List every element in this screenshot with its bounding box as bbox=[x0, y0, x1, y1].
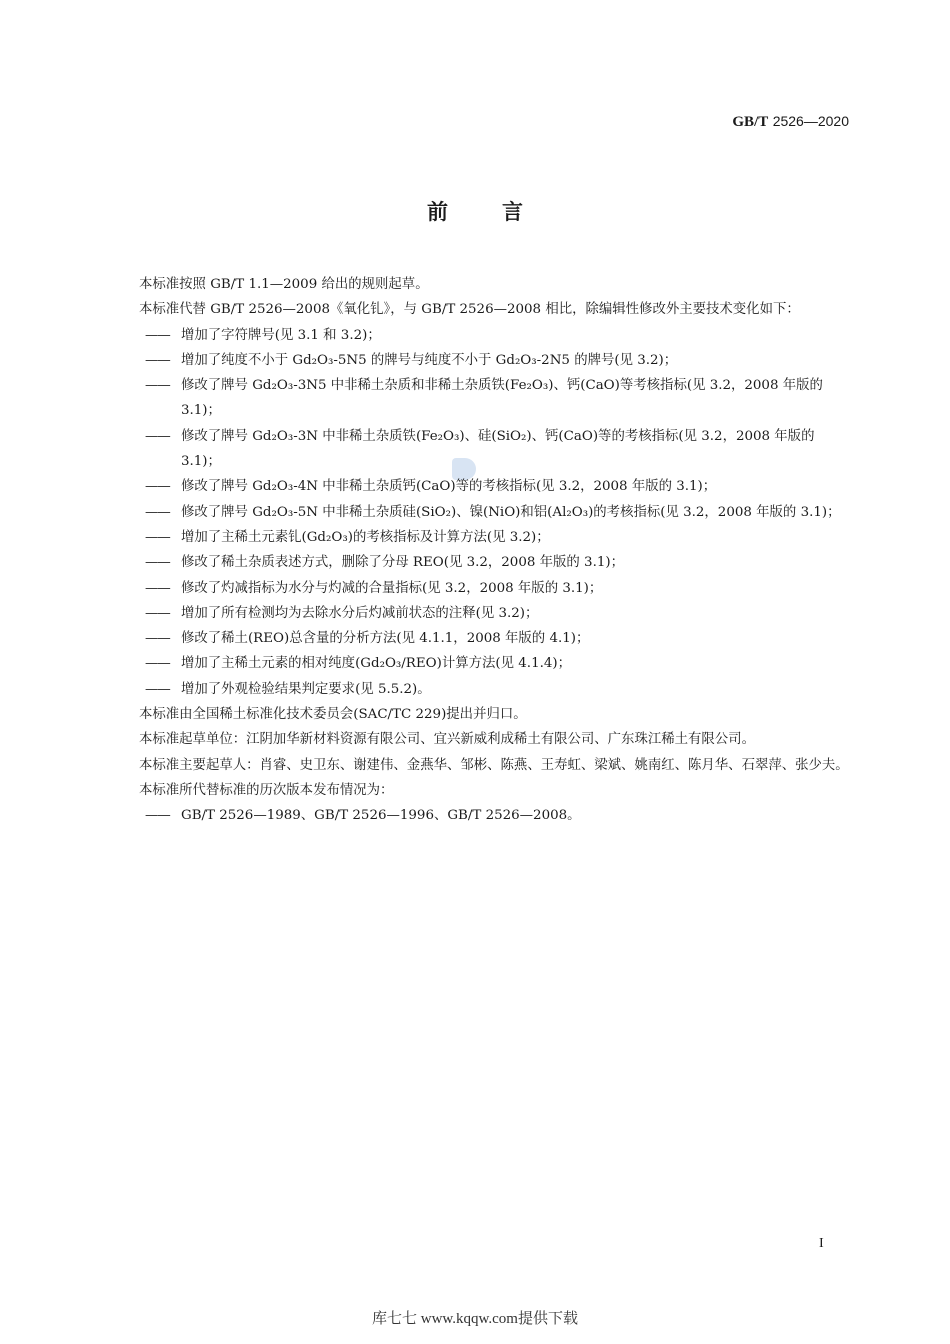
list-item: —— 修改了稀土杂质表述方式，删除了分母 REO(见 3.2，2008 年版的 3.1)； bbox=[145, 555, 624, 571]
standard-code: 2526—2020 bbox=[772, 113, 849, 129]
page-number: I bbox=[819, 1236, 824, 1251]
list-item: —— 增加了纯度不小于 Gd₂O₃-5N5 的牌号与纯度不小于 Gd₂O₃-2N5 的牌号(见 3.2)； bbox=[145, 352, 678, 368]
standard-number-header bbox=[732, 113, 849, 131]
page-title bbox=[0, 196, 950, 226]
paragraph-history-intro: 本标准所代替标准的历次版本发布情况为： bbox=[139, 782, 394, 798]
paragraph-drafting-rule: 本标准按照 GB/T 1.1—2009 给出的规则起草。 bbox=[139, 277, 429, 292]
list-item: —— 增加了外观检验结果判定要求(见 5.5.2)。 bbox=[145, 681, 431, 697]
paragraph-drafters: 本标准主要起草人：肖睿、史卫东、谢建伟、金燕华、邹彬、陈燕、王寿虹、梁斌、姚南红、陈月华、石翠萍、张少夫。 bbox=[139, 757, 849, 773]
list-item: —— 修改了牌号 Gd₂O₃-4N 中非稀土杂质钙(CaO)等的考核指标(见 3.2，2008 年版的 3.1)； bbox=[145, 479, 717, 495]
list-item: —— 修改了牌号 Gd₂O₃-3N 中非稀土杂质铁(Fe₂O₃)、硅(SiO₂)、钙(CaO)等的考核指标(见 3.2，2008 年版的 3.1)； bbox=[145, 428, 815, 470]
history-list-item: —— GB/T 2526—1989、GB/T 2526—1996、GB/T 2526—2008。 bbox=[145, 808, 581, 824]
list-item: —— 修改了稀土(REO)总含量的分析方法(见 4.1.1，2008 年版的 4.1)； bbox=[145, 631, 590, 647]
footer-watermark-text: 库七七 www.kqqw.com提供下载 bbox=[372, 1311, 578, 1327]
list-item: —— 增加了主稀土元素的相对纯度(Gd₂O₃/REO)计算方法(见 4.1.4)； bbox=[145, 656, 571, 672]
changes-list bbox=[112, 323, 850, 702]
title-char-2: 言 bbox=[502, 200, 523, 224]
list-item: —— 修改了牌号 Gd₂O₃-5N 中非稀土杂质硅(SiO₂)、镍(NiO)和铝(Al₂O₃)的考核指标(见 3.2，2008 年版的 3.1)； bbox=[145, 504, 841, 520]
list-item: —— 修改了灼减指标为水分与灼减的合量指标(见 3.2，2008 年版的 3.1)； bbox=[145, 580, 603, 596]
list-item: —— 修改了牌号 Gd₂O₃-3N5 中非稀土杂质和非稀土杂质铁(Fe₂O₃)、钙(CaO)等考核指标(见 3.2，2008 年版的 3.1)； bbox=[145, 378, 823, 419]
paragraph-replacement: 本标准代替 GB/T 2526—2008《氧化钆》，与 GB/T 2526—2008 相比，除编辑性修改外主要技术变化如下： bbox=[139, 302, 800, 318]
standard-prefix: GB/T bbox=[732, 114, 769, 130]
document-body bbox=[112, 272, 850, 829]
list-item: —— 增加了主稀土元素钆(Gd₂O₃)的考核指标及计算方法(见 3.2)； bbox=[145, 529, 550, 545]
title-char-1: 前 bbox=[427, 200, 448, 224]
list-item: —— 增加了所有检测均为去除水分后灼减前状态的注释(见 3.2)； bbox=[145, 605, 539, 621]
list-item: —— 增加了字符牌号(见 3.1 和 3.2)； bbox=[145, 327, 381, 343]
paragraph-committee: 本标准由全国稀土标准化技术委员会(SAC/TC 229)提出并归口。 bbox=[139, 707, 527, 723]
paragraph-drafting-units: 本标准起草单位：江阴加华新材料资源有限公司、宜兴新威利成稀土有限公司、广东珠江稀土有限公司。 bbox=[139, 732, 755, 748]
